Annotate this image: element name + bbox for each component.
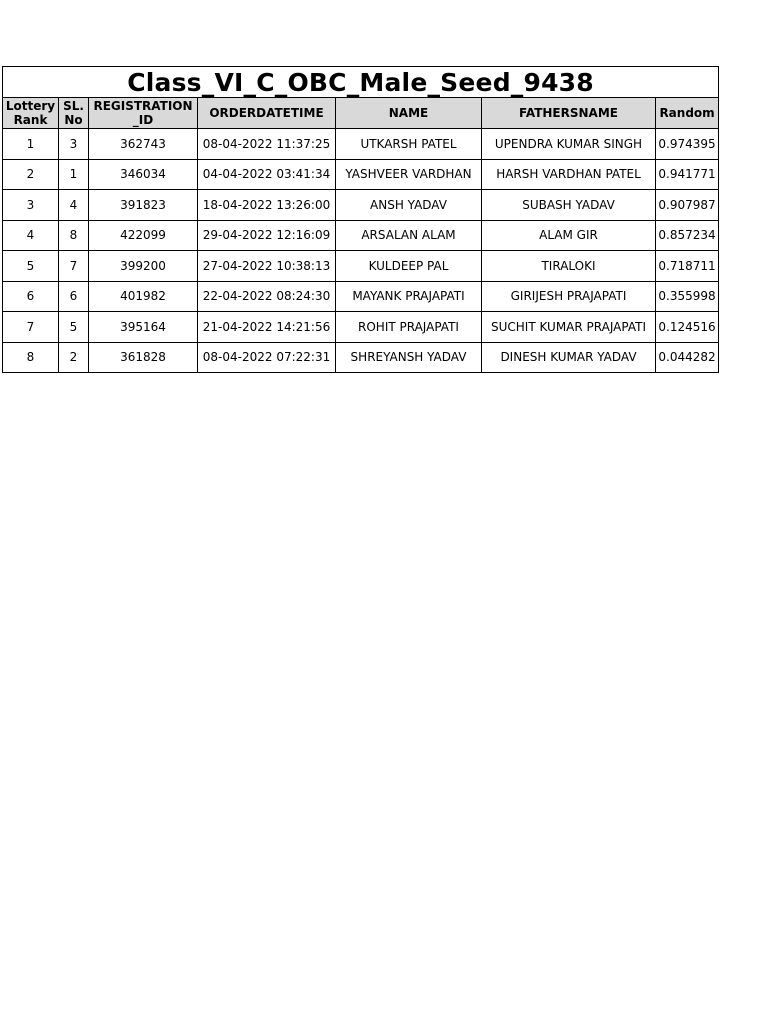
cell-fathersname: HARSH VARDHAN PATEL [482, 159, 656, 190]
header-fathersname: FATHERSNAME [482, 98, 656, 129]
cell-registration-id: 399200 [89, 251, 198, 282]
cell-random: 0.044282 [656, 342, 719, 373]
header-name: NAME [336, 98, 482, 129]
cell-rank: 7 [3, 312, 59, 343]
table-row [3, 251, 719, 282]
lottery-table [2, 66, 719, 373]
cell-registration-id: 391823 [89, 190, 198, 221]
cell-orderdatetime: 04-04-2022 03:41:34 [198, 159, 336, 190]
header-row [3, 98, 719, 129]
cell-registration-id: 395164 [89, 312, 198, 343]
cell-name: ARSALAN ALAM [336, 220, 482, 251]
header-random: Random [656, 98, 719, 129]
table-row [3, 190, 719, 221]
cell-orderdatetime: 18-04-2022 13:26:00 [198, 190, 336, 221]
cell-random: 0.974395 [656, 129, 719, 160]
header-orderdatetime: ORDERDATETIME [198, 98, 336, 129]
table-row [3, 312, 719, 343]
cell-random: 0.718711 [656, 251, 719, 282]
table-row [3, 129, 719, 160]
cell-registration-id: 362743 [89, 129, 198, 160]
cell-registration-id: 422099 [89, 220, 198, 251]
cell-name: UTKARSH PATEL [336, 129, 482, 160]
cell-random: 0.124516 [656, 312, 719, 343]
lottery-sheet [2, 66, 718, 373]
cell-sl-no: 6 [59, 281, 89, 312]
cell-orderdatetime: 21-04-2022 14:21:56 [198, 312, 336, 343]
table-row [3, 342, 719, 373]
cell-rank: 4 [3, 220, 59, 251]
cell-registration-id: 346034 [89, 159, 198, 190]
table-row [3, 159, 719, 190]
cell-rank: 6 [3, 281, 59, 312]
cell-name: ANSH YADAV [336, 190, 482, 221]
cell-sl-no: 3 [59, 129, 89, 160]
cell-sl-no: 2 [59, 342, 89, 373]
cell-random: 0.857234 [656, 220, 719, 251]
cell-rank: 5 [3, 251, 59, 282]
header-sl-no-line2: No [64, 113, 83, 127]
cell-random: 0.907987 [656, 190, 719, 221]
header-registration-id-line1: REGISTRATION [93, 99, 193, 113]
cell-name: MAYANK PRAJAPATI [336, 281, 482, 312]
cell-name: ROHIT PRAJAPATI [336, 312, 482, 343]
cell-orderdatetime: 08-04-2022 11:37:25 [198, 129, 336, 160]
cell-fathersname: ALAM GIR [482, 220, 656, 251]
cell-fathersname: GIRIJESH PRAJAPATI [482, 281, 656, 312]
cell-registration-id: 361828 [89, 342, 198, 373]
table-row [3, 281, 719, 312]
table-title: Class_VI_C_OBC_Male_Seed_9438 [3, 67, 719, 98]
cell-orderdatetime: 08-04-2022 07:22:31 [198, 342, 336, 373]
cell-fathersname: TIRALOKI [482, 251, 656, 282]
table-row [3, 220, 719, 251]
header-lottery-rank-line2: Rank [13, 113, 48, 127]
cell-rank: 3 [3, 190, 59, 221]
cell-sl-no: 8 [59, 220, 89, 251]
cell-fathersname: DINESH KUMAR YADAV [482, 342, 656, 373]
cell-orderdatetime: 22-04-2022 08:24:30 [198, 281, 336, 312]
cell-sl-no: 5 [59, 312, 89, 343]
cell-fathersname: SUBASH YADAV [482, 190, 656, 221]
cell-sl-no: 1 [59, 159, 89, 190]
cell-orderdatetime: 27-04-2022 10:38:13 [198, 251, 336, 282]
cell-sl-no: 4 [59, 190, 89, 221]
cell-rank: 2 [3, 159, 59, 190]
header-sl-no-line1: SL. [63, 99, 84, 113]
cell-fathersname: UPENDRA KUMAR SINGH [482, 129, 656, 160]
cell-sl-no: 7 [59, 251, 89, 282]
header-sl-no [59, 98, 89, 129]
cell-fathersname: SUCHIT KUMAR PRAJAPATI [482, 312, 656, 343]
cell-name: YASHVEER VARDHAN [336, 159, 482, 190]
header-lottery-rank [3, 98, 59, 129]
cell-random: 0.355998 [656, 281, 719, 312]
cell-orderdatetime: 29-04-2022 12:16:09 [198, 220, 336, 251]
cell-rank: 1 [3, 129, 59, 160]
cell-registration-id: 401982 [89, 281, 198, 312]
header-registration-id-line2: _ID [132, 113, 154, 127]
cell-name: KULDEEP PAL [336, 251, 482, 282]
header-registration-id [89, 98, 198, 129]
header-lottery-rank-line1: Lottery [5, 99, 56, 113]
title-row [3, 67, 719, 98]
cell-random: 0.941771 [656, 159, 719, 190]
cell-name: SHREYANSH YADAV [336, 342, 482, 373]
cell-rank: 8 [3, 342, 59, 373]
